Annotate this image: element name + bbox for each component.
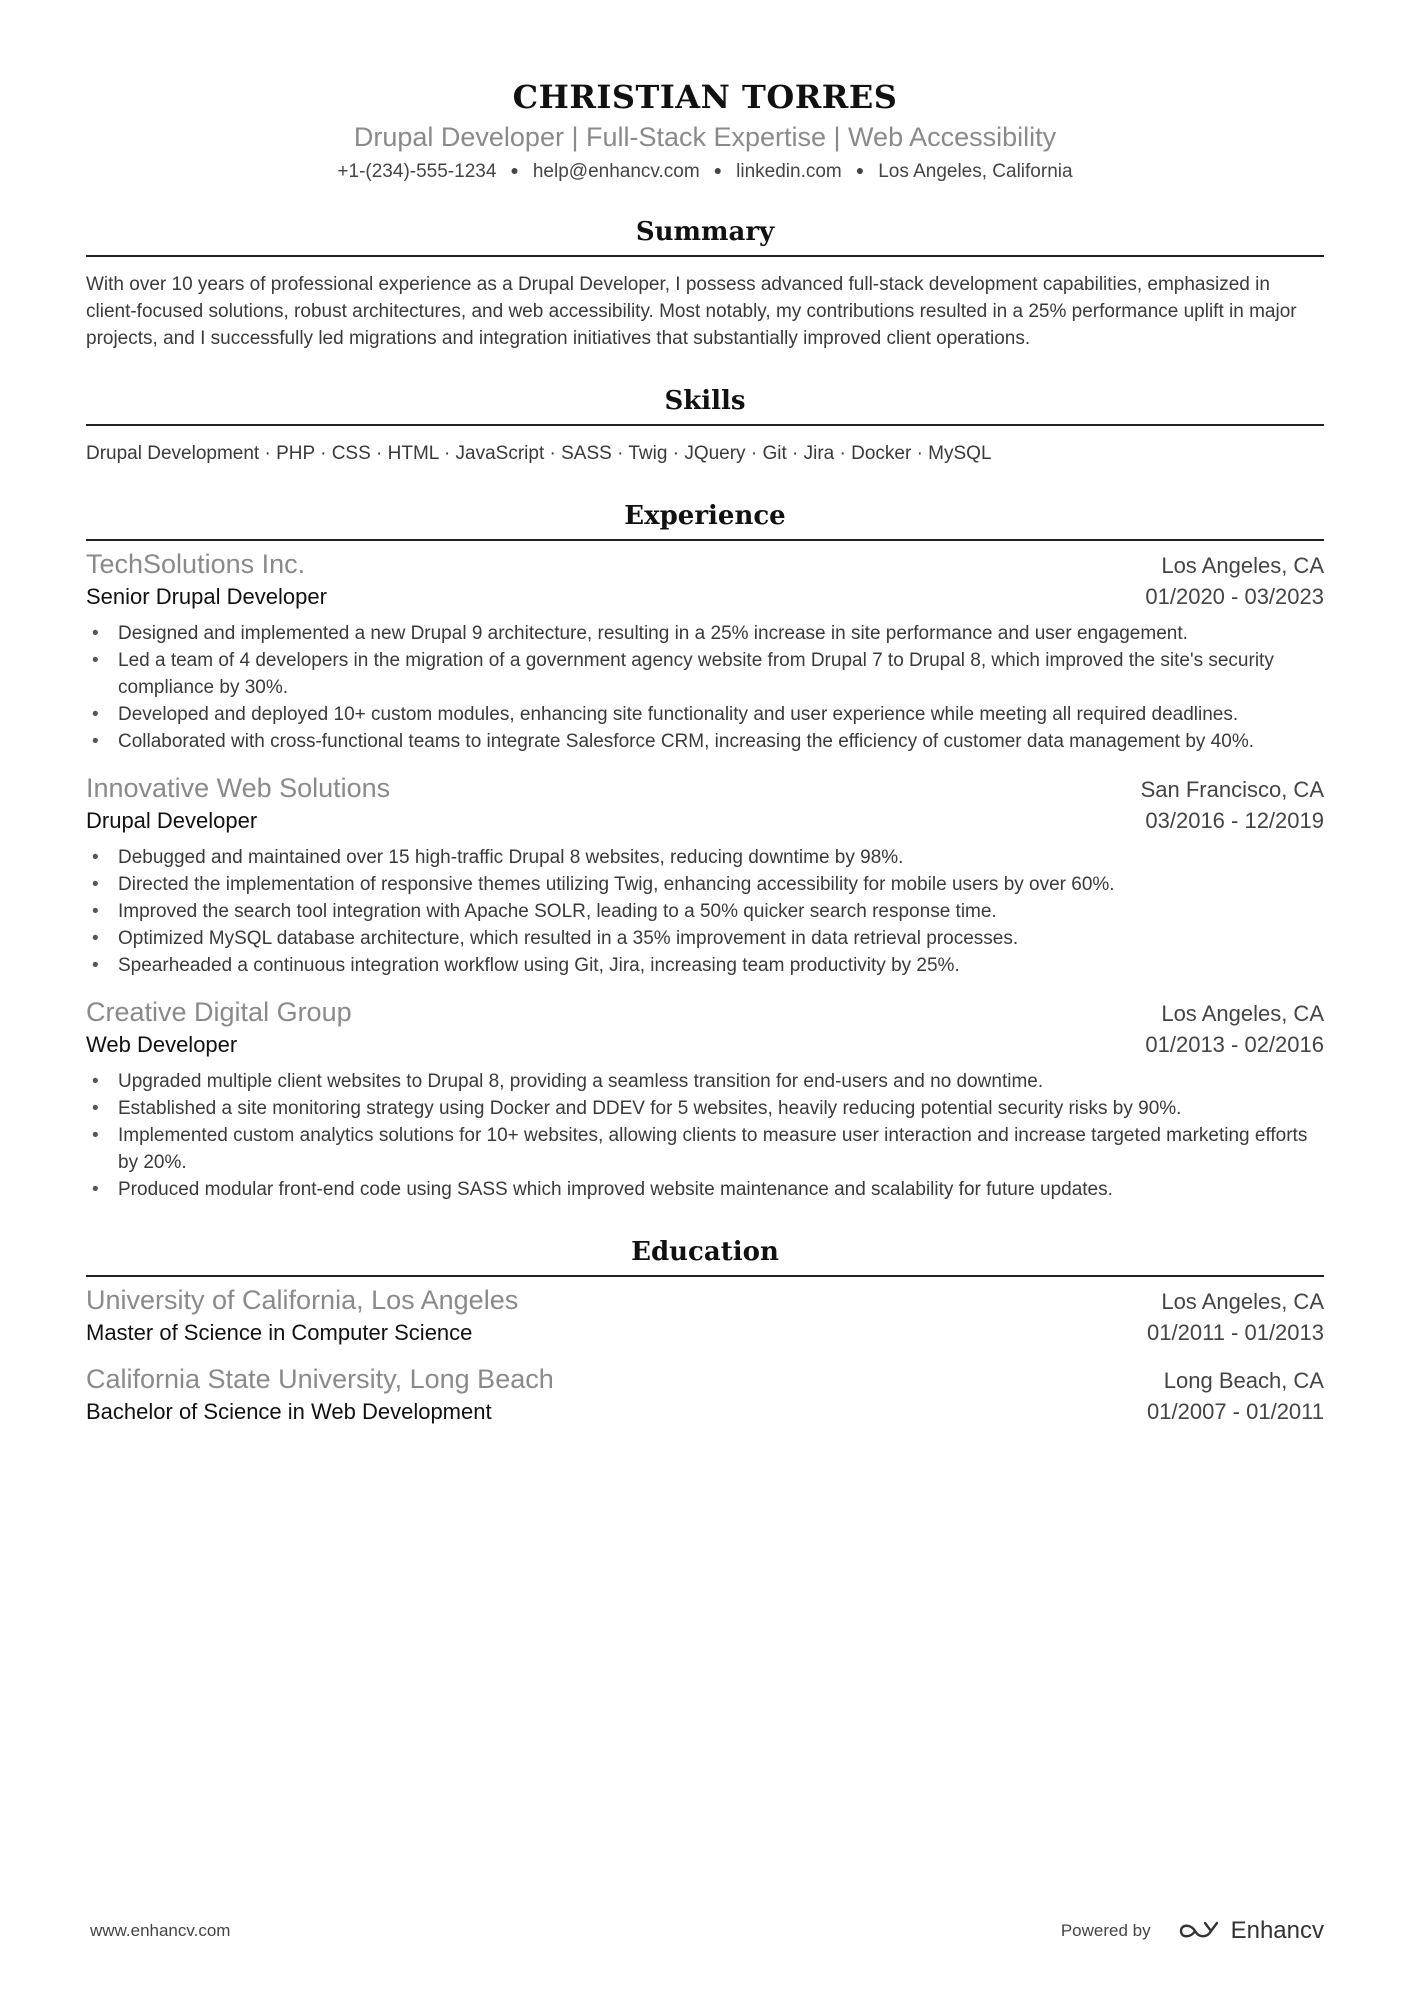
job-bullet: • Produced modular front-end code using SASS which improved website maintenance and scalability for future updates. [86, 1176, 1324, 1203]
contact-separator: ● [855, 162, 865, 178]
footer-website-link[interactable]: www.enhancv.com [90, 1921, 231, 1940]
resume-page [86, 0, 1324, 1425]
education-section [86, 1237, 1324, 1425]
job-bullet: • Optimized MySQL database architecture, which resulted in a 35% improvement in data retrieval processes. [86, 925, 1324, 952]
enhancv-logo-icon [1177, 1919, 1221, 1943]
education-entry [86, 1364, 1324, 1425]
job-bullet: • Designed and implemented a new Drupal 9 architecture, resulting in a 25% increase in site performance and user engagement. [86, 620, 1324, 647]
job-title: Senior Drupal Developer [86, 584, 327, 609]
job-bullets [86, 620, 1324, 755]
job-location: Los Angeles, CA [1161, 1001, 1324, 1026]
company-name: TechSolutions Inc. [86, 549, 306, 579]
job-bullet: • Collaborated with cross-functional teams to integrate Salesforce CRM, increasing the efficiency of customer data management by 40%. [86, 728, 1324, 755]
experience-section [86, 501, 1324, 1203]
job-bullet: • Upgraded multiple client websites to Drupal 8, providing a seamless transition for end-users and no downtime. [86, 1068, 1324, 1095]
skills-section [86, 386, 1324, 467]
skills-list: Drupal Development · PHP · CSS · HTML · JavaScript · SASS · Twig · JQuery · Git · Jira · Docker · MySQL [86, 443, 992, 464]
page-footer [90, 1917, 1324, 1945]
experience-entry [86, 997, 1324, 1203]
contact-phone: +1-(234)-555-1234 [337, 161, 497, 182]
contact-email: help@enhancv.com [532, 161, 700, 182]
powered-by-label: Powered by [1060, 1921, 1151, 1940]
job-bullet: • Debugged and maintained over 15 high-traffic Drupal 8 websites, reducing downtime by 98%. [86, 844, 1324, 871]
section-title-education: Education [86, 1237, 1324, 1277]
section-title-skills: Skills [86, 386, 1324, 426]
job-location: Los Angeles, CA [1161, 553, 1324, 578]
job-bullet: • Developed and deployed 10+ custom modules, enhancing site functionality and user experience while meeting all required deadlines. [86, 701, 1324, 728]
section-title-summary: Summary [86, 217, 1324, 257]
school-name: California State University, Long Beach [86, 1364, 554, 1394]
job-bullet: • Improved the search tool integration with Apache SOLR, leading to a 50% quicker search response time. [86, 898, 1324, 925]
company-name: Innovative Web Solutions [86, 773, 391, 803]
experience-entry [86, 773, 1324, 979]
school-name: University of California, Los Angeles [86, 1285, 519, 1315]
job-bullet: • Implemented custom analytics solutions for 10+ websites, allowing clients to measure user interaction and increase targeted marketing efforts by 20%. [86, 1122, 1324, 1176]
powered-by [1061, 1917, 1324, 1945]
enhancv-brand[interactable] [1177, 1917, 1324, 1945]
summary-section [86, 217, 1324, 352]
job-bullets [86, 844, 1324, 979]
candidate-name: CHRISTIAN TORRES [512, 78, 898, 116]
candidate-tagline: Drupal Developer | Full-Stack Expertise | Web Accessibility [353, 122, 1057, 152]
experience-entry [86, 549, 1324, 755]
contact-separator: ● [510, 162, 519, 178]
job-bullet: • Established a site monitoring strategy using Docker and DDEV for 5 websites, heavily reducing potential security risks by 90%. [86, 1095, 1324, 1122]
contact-linkedin: linkedin.com [736, 161, 842, 182]
education-dates: 01/2007 - 01/2011 [1147, 1399, 1324, 1424]
education-entry [86, 1285, 1324, 1346]
job-dates: 01/2020 - 03/2023 [1145, 584, 1324, 609]
contact-line [86, 161, 1324, 183]
company-name: Creative Digital Group [86, 997, 352, 1027]
job-bullet: • Directed the implementation of responsive themes utilizing Twig, enhancing accessibility for mobile users by over 60%. [86, 871, 1324, 898]
job-title: Drupal Developer [86, 808, 258, 833]
job-bullet: • Spearheaded a continuous integration workflow using Git, Jira, increasing team productivity by 25%. [86, 952, 1324, 979]
job-bullet: • Led a team of 4 developers in the migration of a government agency website from Drupal 7 to Drupal 8, which improved the site's security compliance by 30%. [86, 647, 1324, 701]
job-dates: 03/2016 - 12/2019 [1145, 808, 1324, 833]
school-location: Long Beach, CA [1163, 1368, 1324, 1393]
summary-text: With over 10 years of professional experience as a Drupal Developer, I possess advanced full-stack development capabilities, emphasized in client-focused solutions, robust architectures, and web accessibility. Most notably, my contributions resulted in a 25% performance uplift in major projects, and I successfully led migrations and integration initiatives that substantially improved client operations. [86, 274, 1297, 349]
degree-name: Bachelor of Science in Web Development [86, 1399, 492, 1424]
job-title: Web Developer [86, 1032, 238, 1057]
education-dates: 01/2011 - 01/2013 [1147, 1320, 1324, 1345]
job-location: San Francisco, CA [1140, 777, 1324, 802]
contact-location: Los Angeles, California [878, 161, 1073, 182]
job-dates: 01/2013 - 02/2016 [1145, 1032, 1324, 1057]
degree-name: Master of Science in Computer Science [86, 1320, 473, 1345]
contact-separator: ● [713, 162, 723, 178]
resume-header [86, 0, 1324, 183]
section-title-experience: Experience [86, 501, 1324, 541]
job-bullets [86, 1068, 1324, 1203]
school-location: Los Angeles, CA [1161, 1289, 1324, 1314]
enhancv-brand-name: Enhancv [1230, 1917, 1324, 1944]
